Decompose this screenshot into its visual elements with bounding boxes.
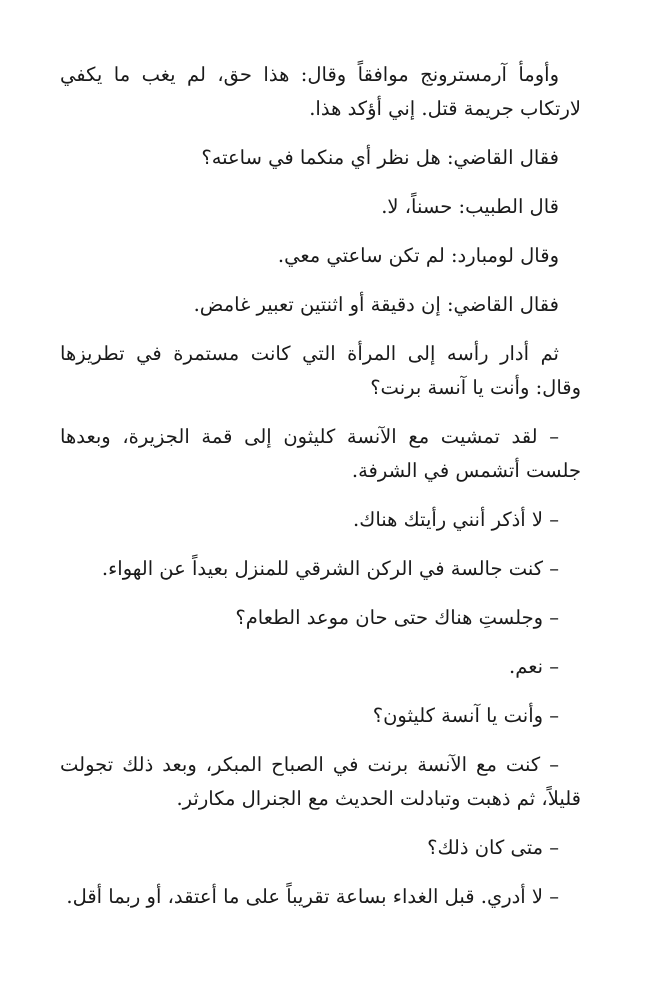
paragraph: – نعم. [509,655,559,678]
paragraph: – لقد تمشيت مع الآنسة كليثون إلى قمة الجزيرة، وبعدها جلست أتشمس في الشرفة. [60,425,581,482]
paragraph: ثم أدار رأسه إلى المرأة التي كانت مستمرة في تطريزها وقال: وأنت يا آنسة برنت؟ [60,342,581,399]
paragraph: قال الطبيب: حسناً، لا. [381,195,559,218]
paragraph: – كنت جالسة في الركن الشرقي للمنزل بعيداً عن الهواء. [101,557,559,580]
paragraph: – كنت مع الآنسة برنت في الصباح المبكر، وبعد ذلك تجولت قليلاً، ثم ذهبت وتبادلت الحديث مع الجنرال مكارثر. [60,753,581,810]
paragraph: وقال لومبارد: لم تكن ساعتي معي. [277,244,559,267]
paragraph: – لا أدري. قبل الغداء بساعة تقريباً على ما أعتقد، أو ربما أقل. [66,885,559,908]
paragraph: – لا أذكر أنني رأيتك هناك. [353,508,559,531]
paragraph: فقال القاضي: هل نظر أي منكما في ساعته؟ [201,146,559,169]
paragraph: – وجلستِ هناك حتى حان موعد الطعام؟ [235,606,559,629]
paragraph: – متى كان ذلك؟ [427,836,559,859]
paragraph: وأومأ آرمسترونج موافقاً وقال: هذا حق، لم يغب ما يكفي لارتكاب جريمة قتل. إني أؤكد هذا. [60,63,581,120]
paragraph: – وأنت يا آنسة كليثون؟ [372,704,559,727]
paragraph: فقال القاضي: إن دقيقة أو اثنتين تعبير غامض. [193,293,559,316]
